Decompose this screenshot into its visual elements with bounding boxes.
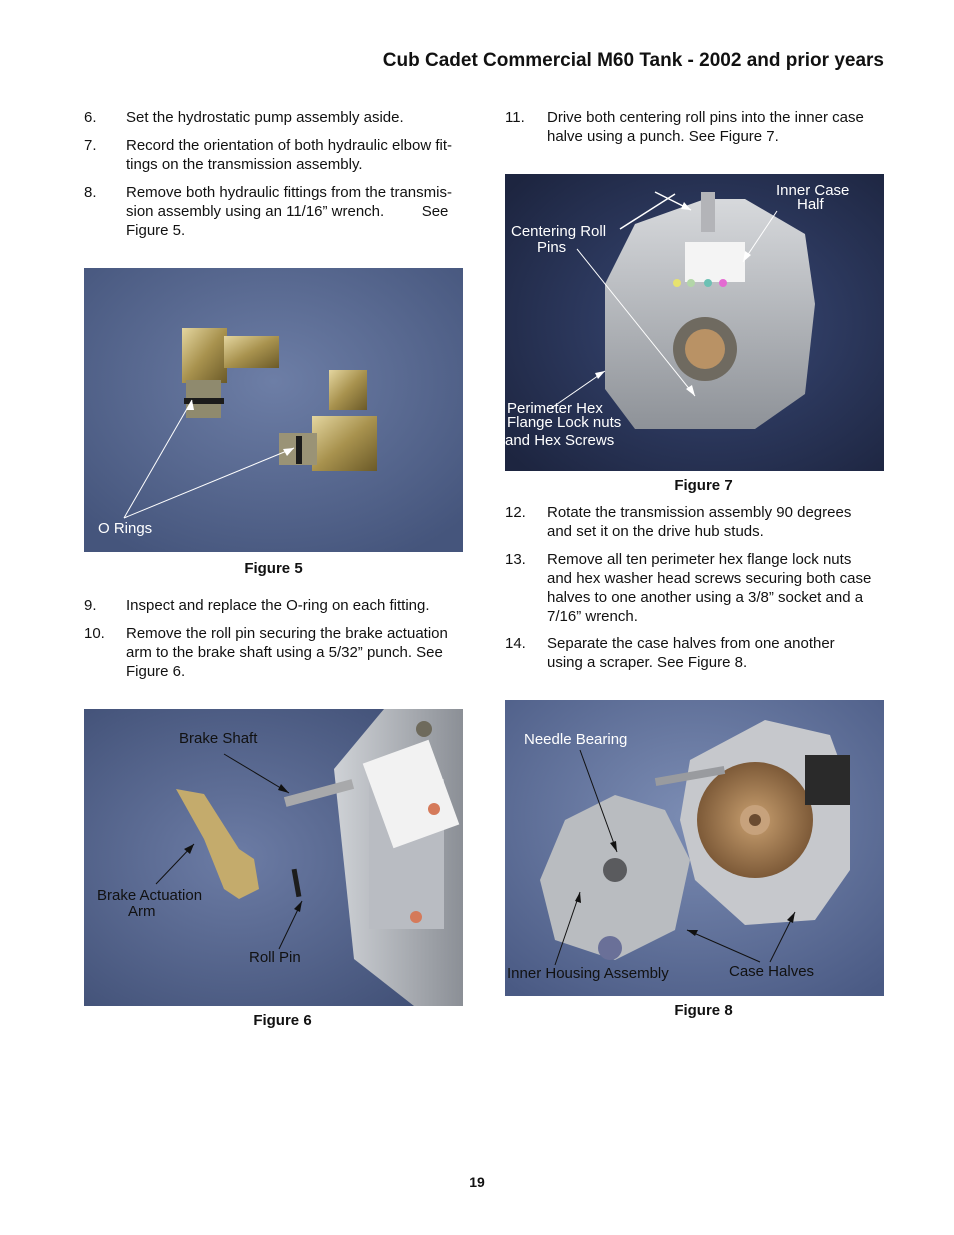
figure-7-label-inner-case: Inner Case <box>776 182 850 199</box>
figure-6-photo <box>84 709 463 1006</box>
figure-7-label-half: Half <box>797 196 824 213</box>
figure-8-photo <box>505 700 884 996</box>
figure-7-label-flange-lock-nuts: Flange Lock nuts <box>507 414 622 431</box>
figure-6-caption: Figure 6 <box>253 1012 312 1029</box>
hydraulic-fittings-illustration <box>84 268 463 552</box>
figure-5-caption: Figure 5 <box>244 560 303 577</box>
figure-5-label-o-rings: O Rings <box>98 520 153 537</box>
figure-6-label-brake-shaft: Brake Shaft <box>179 730 258 747</box>
page-title: Cub Cadet Commercial M60 Tank - 2002 and prior years <box>382 50 884 71</box>
figure-8-label-case-halves: Case Halves <box>729 963 815 980</box>
figure-7-label-hex-screws: and Hex Screws <box>505 432 615 449</box>
figure-7-photo <box>505 174 884 471</box>
figure-5-photo <box>84 268 463 552</box>
figure-6-label-brake-actuation: Brake Actuation <box>97 887 203 904</box>
figure-7-label-perimeter-hex: Perimeter Hex <box>507 400 603 417</box>
figure-6-label-roll-pin: Roll Pin <box>249 949 301 966</box>
figure-7-label-pins: Pins <box>537 239 567 256</box>
page-number: 19 <box>469 1174 485 1190</box>
figure-8-label-needle-bearing: Needle Bearing <box>524 731 628 748</box>
figure-7-label-centering-roll: Centering Roll <box>511 223 607 240</box>
figure-8-label-inner-housing: Inner Housing Assembly <box>507 965 669 982</box>
figure-7-caption: Figure 7 <box>674 477 733 494</box>
figure-8-caption: Figure 8 <box>674 1002 733 1019</box>
figure-6-label-arm: Arm <box>128 903 156 920</box>
